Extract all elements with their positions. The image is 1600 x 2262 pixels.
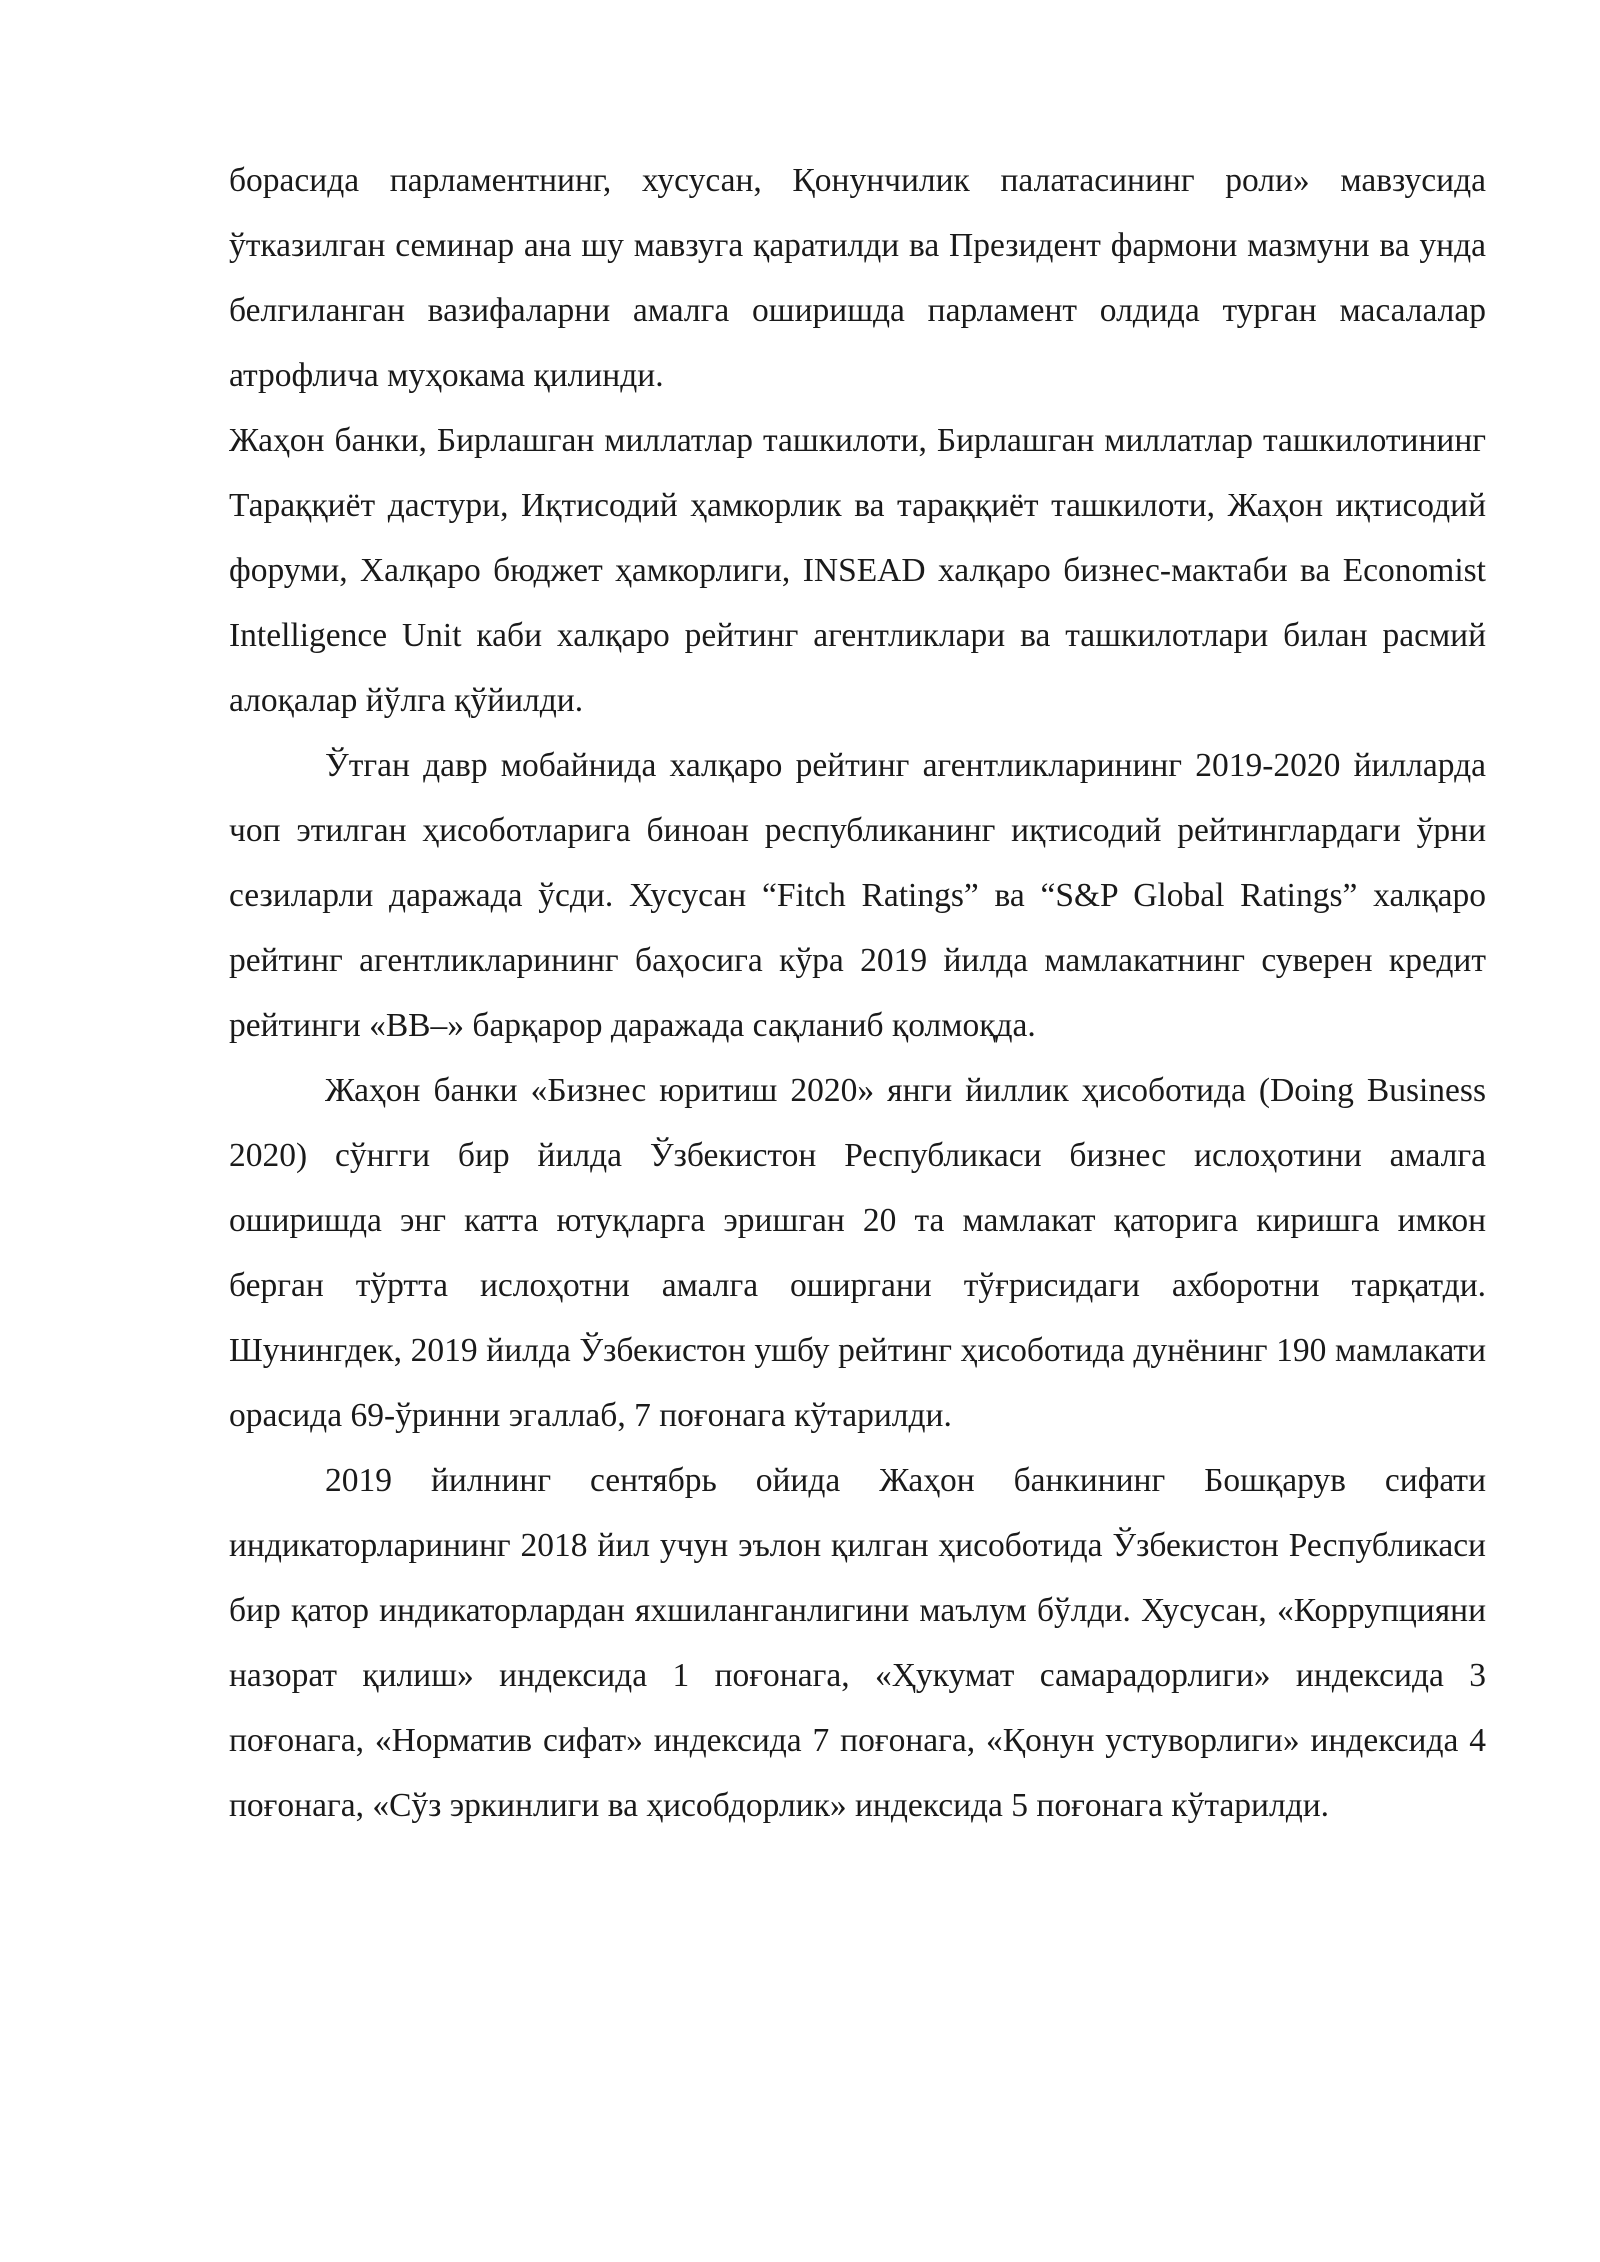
paragraph-international-relations: Жаҳон банки, Бирлашган миллатлар ташкилоти, Бирлашган миллатлар ташкилотининг Тараққиёт дастури, Иқтисодий ҳамкорлик ва тараққиёт ташкилоти, Жаҳон иқтисодий форуми, Халқаро бюджет ҳамкорлиги, INSEAD халқаро бизнес-мактаби ва Economist Intelligence Unit каби халқаро рейтинг агентликлари ва ташкилотлари билан расмий алоқалар йўлга қўйилди. (229, 422, 1486, 719)
paragraph-rating-agencies: Ўтган давр мобайнида халқаро рейтинг агентликларининг 2019-2020 йилларда чоп этилган ҳисоботларига биноан республиканинг иқтисодий рейтинглардаги ўрни сезиларли даражада ўсди. Хусусан “Fitch Ratings” ва “S&P Global Ratings” халқаро рейтинг агентликларининг баҳосига кўра 2019 йилда мамлакатнинг суверен кредит рейтинги «BB–» барқарор даражада сақланиб қолмоқда. (229, 747, 1486, 1044)
paragraph-parliament-seminar: борасида парламентнинг, хусусан, Қонунчилик палатасининг роли» мавзусида ўтказилган семинар ана шу мавзуга қаратилди ва Президент фармони мазмуни ва унда белгиланган вазифаларни амалга оширишда парламент олдида турган масалалар атрофлича муҳокама қилинди. (229, 162, 1486, 394)
paragraph-doing-business: Жаҳон банки «Бизнес юритиш 2020» янги йиллик ҳисоботида (Doing Business 2020) сўнгги бир йилда Ўзбекистон Республикаси бизнес ислоҳотини амалга оширишда энг катта ютуқларга эришган 20 та мамлакат қаторига киришга имкон берган тўртта ислоҳотни амалга оширгани тўғрисидаги ахборотни тарқатди. Шунингдек, 2019 йилда Ўзбекистон ушбу рейтинг ҳисоботида дунёнинг 190 мамлакати орасида 69-ўринни эгаллаб, 7 поғонага кўтарилди. (229, 1072, 1486, 1434)
document-page (229, 148, 1486, 1838)
paragraph-governance-indicators: 2019 йилнинг сентябрь ойида Жаҳон банкининг Бошқарув сифати индикаторларининг 2018 йил учун эълон қилган ҳисоботида Ўзбекистон Республикаси бир қатор индикаторлардан яхшиланганлигини маълум бўлди. Хусусан, «Коррупцияни назорат қилиш» индексида 1 поғонага, «Ҳукумат самарадорлиги» индексида 3 поғонага, «Норматив сифат» индексида 7 поғонага, «Қонун устуворлиги» индексида 4 поғонага, «Сўз эркинлиги ва ҳисобдорлик» индексида 5 поғонага кўтарилди. (229, 1462, 1486, 1824)
